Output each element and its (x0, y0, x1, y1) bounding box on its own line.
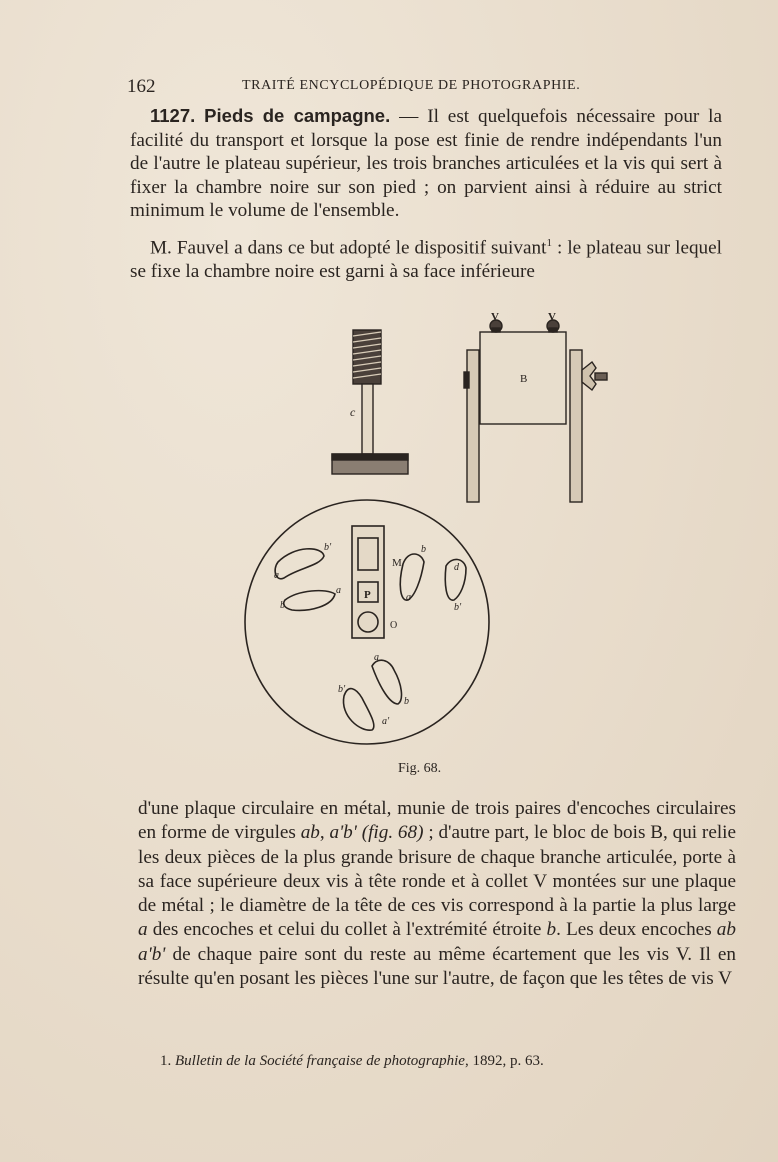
paragraph-3 (138, 797, 736, 991)
para3-text-a: d'une plaque circulaire en métal, munie de trois paires d'encoches circulaires en forme de virgules (138, 798, 736, 844)
footnote-details: , 1892, p. 63. (464, 1053, 544, 1069)
paragraph-1 (130, 104, 722, 223)
para3-text-b: ; d'autre part, le bloc de bois B, qui relie les deux pièces de la plus grande brisure de chaque branche articulée, porte à sa face supérieure deux vis à tête ronde et à collet V montées sur une plaque de métal ; le diamètre de la tête de ces vis correspond à la partie la plus large (138, 822, 737, 917)
label-b-1: b (280, 600, 285, 611)
label-O: O (390, 620, 398, 631)
para3-comma: , (319, 822, 330, 844)
italic-a: a (138, 919, 148, 941)
label-B: B (520, 373, 528, 385)
label-bprime-2: b' (454, 602, 462, 613)
italic-b: b (546, 919, 557, 941)
label-aprime: a' (382, 716, 390, 727)
label-a-1: a (274, 570, 279, 581)
label-bprime-1: b' (324, 542, 332, 553)
page-header (127, 76, 727, 100)
footnote-number: 1. (160, 1053, 172, 1069)
para3-text-e: de chaque paire sont du reste au même écartement que les vis V. Il en résulte qu'en posant les pièces l'une sur l'autre, de façon que les têtes de vis V (138, 943, 736, 990)
title-dash: — (390, 106, 428, 127)
para3-text-c: des encoches et celui du collet à l'extrémité étroite (147, 919, 547, 941)
label-P: P (364, 589, 371, 601)
figure-caption: Fig. 68. (398, 761, 442, 776)
label-bprime-3: b' (338, 684, 346, 695)
screw-drawing (332, 330, 408, 474)
section-number: 1127. (150, 105, 196, 126)
label-c: c (350, 405, 356, 419)
circular-plate-drawing (245, 500, 489, 744)
section-title: Pieds de campagne. (204, 105, 391, 126)
figure-68 (240, 300, 556, 760)
paragraph-2-text: M. Fauvel a dans ce but adopté le dispositif suivant (150, 237, 547, 259)
label-V-right: V (548, 311, 556, 323)
paragraph-2-text-end: : le plateau sur lequel se fixe la chambre noire est garni à sa face inférieure (130, 237, 722, 282)
label-V-left: V (491, 311, 499, 323)
paragraph-1-text: Il est quelquefois nécessaire pour la facilité du transport et lorsque la pose est finie de rendre indépendants l'un de l'autre le plateau supérieur, les trois branches articulées et la vis qui sert à fixer la chambre noire sur son pied ; on parvient ainsi à réduire au strict minimum le volume de l'ensemble. (130, 106, 723, 222)
paragraph-2 (130, 232, 722, 284)
label-b-3: b (404, 696, 409, 707)
italic-ab: ab (300, 822, 320, 844)
label-b-2: b (421, 544, 426, 555)
label-a-4: a (374, 652, 379, 663)
italic-apbp: a'b' (329, 822, 357, 844)
figure-reference: (fig. 68) (361, 822, 424, 844)
label-a-3: a (406, 592, 411, 603)
para3-text-d: . Les deux encoches (556, 919, 717, 941)
block-drawing (464, 320, 607, 502)
label-d: d (454, 562, 459, 573)
label-a-2: a (336, 585, 341, 596)
footnote-ref: 1 (546, 237, 552, 249)
footnote (160, 1053, 544, 1070)
running-title: TRAITÉ ENCYCLOPÉDIQUE DE PHOTOGRAPHIE. (242, 78, 581, 93)
italic-ab-apbp: ab a'b' (138, 919, 736, 965)
page-number: 162 (127, 76, 156, 97)
label-M: M (392, 557, 402, 569)
footnote-title: Bulletin de la Société française de photographie (175, 1053, 465, 1069)
